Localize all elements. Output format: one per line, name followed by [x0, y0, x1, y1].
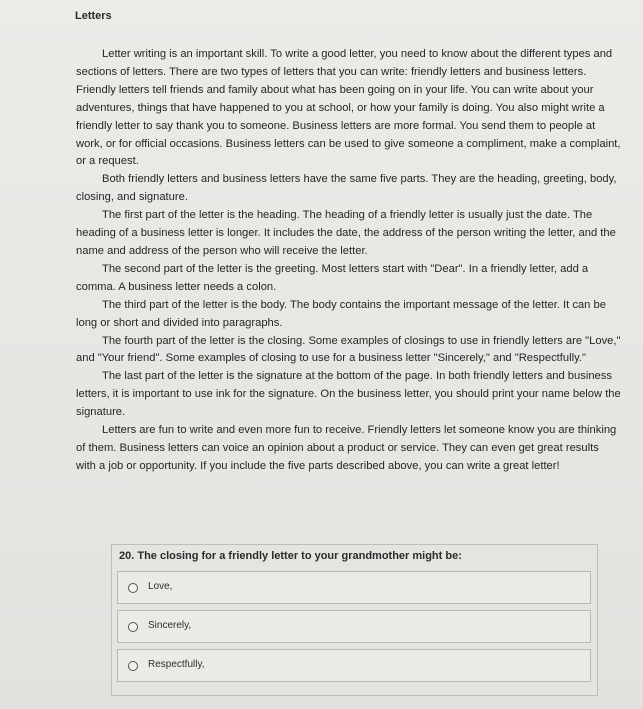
- radio-button-icon[interactable]: [128, 622, 138, 632]
- passage-paragraph-4: The second part of the letter is the greeting. Most letters start with "Dear". In a friendly letter, add a comma. A business letter needs a colon.: [76, 262, 589, 293]
- answer-option-sincerely[interactable]: [117, 610, 591, 643]
- question-card: [111, 544, 598, 696]
- answer-option-label: Respectfully,: [148, 659, 205, 670]
- passage-paragraph-3: The first part of the letter is the heading. The heading of a friendly letter is usually just the date. The heading of a business letter is longer. It includes the date, the address of the person writing the letter, and the name and address of the person who will receive the letter.: [76, 209, 616, 257]
- passage-paragraph-6: The fourth part of the letter is the closing. Some examples of closings to use in friendly letters are "Love," and "Your friend". Some examples of closing to use for a business letter "Sincerely," and "Respectfully.": [76, 334, 621, 365]
- answer-option-label: Sincerely,: [148, 620, 192, 631]
- page-title: Letters: [75, 10, 112, 22]
- answer-option-respectfully[interactable]: [117, 649, 591, 682]
- answer-option-love[interactable]: [117, 571, 591, 604]
- passage-paragraph-5: The third part of the letter is the body. The body contains the important message of the letter. It can be long or short and divided into paragraphs.: [76, 298, 606, 329]
- radio-button-icon[interactable]: [128, 661, 138, 671]
- passage-paragraph-1: Letter writing is an important skill. To write a good letter, you need to know about the different types and sections of letters. There are two types of letters that you can write: friendly letters and business letters. Friendly letters tell friends and family about what has been going on in your life. You can write about your adventures, things that have happened to you at school, or how your family is doing. You also might write a friendly letter to say thank you to someone. Business letters are more formal. You send them to people at work, or for official occasions. Business letters can be used to give someone a compliment, make a complaint, or a request.: [76, 48, 621, 168]
- answer-option-label: Love,: [148, 581, 173, 592]
- reading-passage: [76, 46, 621, 476]
- radio-button-icon[interactable]: [128, 583, 138, 593]
- passage-paragraph-8: Letters are fun to write and even more fun to receive. Friendly letters let someone know you are thinking of them. Business letters can voice an opinion about a product or service. They can even get great results with a job or opportunity. If you include the five parts described above, you can write a great letter!: [76, 424, 617, 472]
- passage-paragraph-2: Both friendly letters and business letters have the same five parts. They are the heading, greeting, body, closing, and signature.: [76, 173, 617, 204]
- passage-paragraph-7: The last part of the letter is the signature at the bottom of the page. In both friendly letters and business letters, it is important to use ink for the signature. On the business letter, you should print your name below the signature.: [76, 370, 621, 419]
- question-text: 20. The closing for a friendly letter to your grandmother might be:: [119, 550, 462, 562]
